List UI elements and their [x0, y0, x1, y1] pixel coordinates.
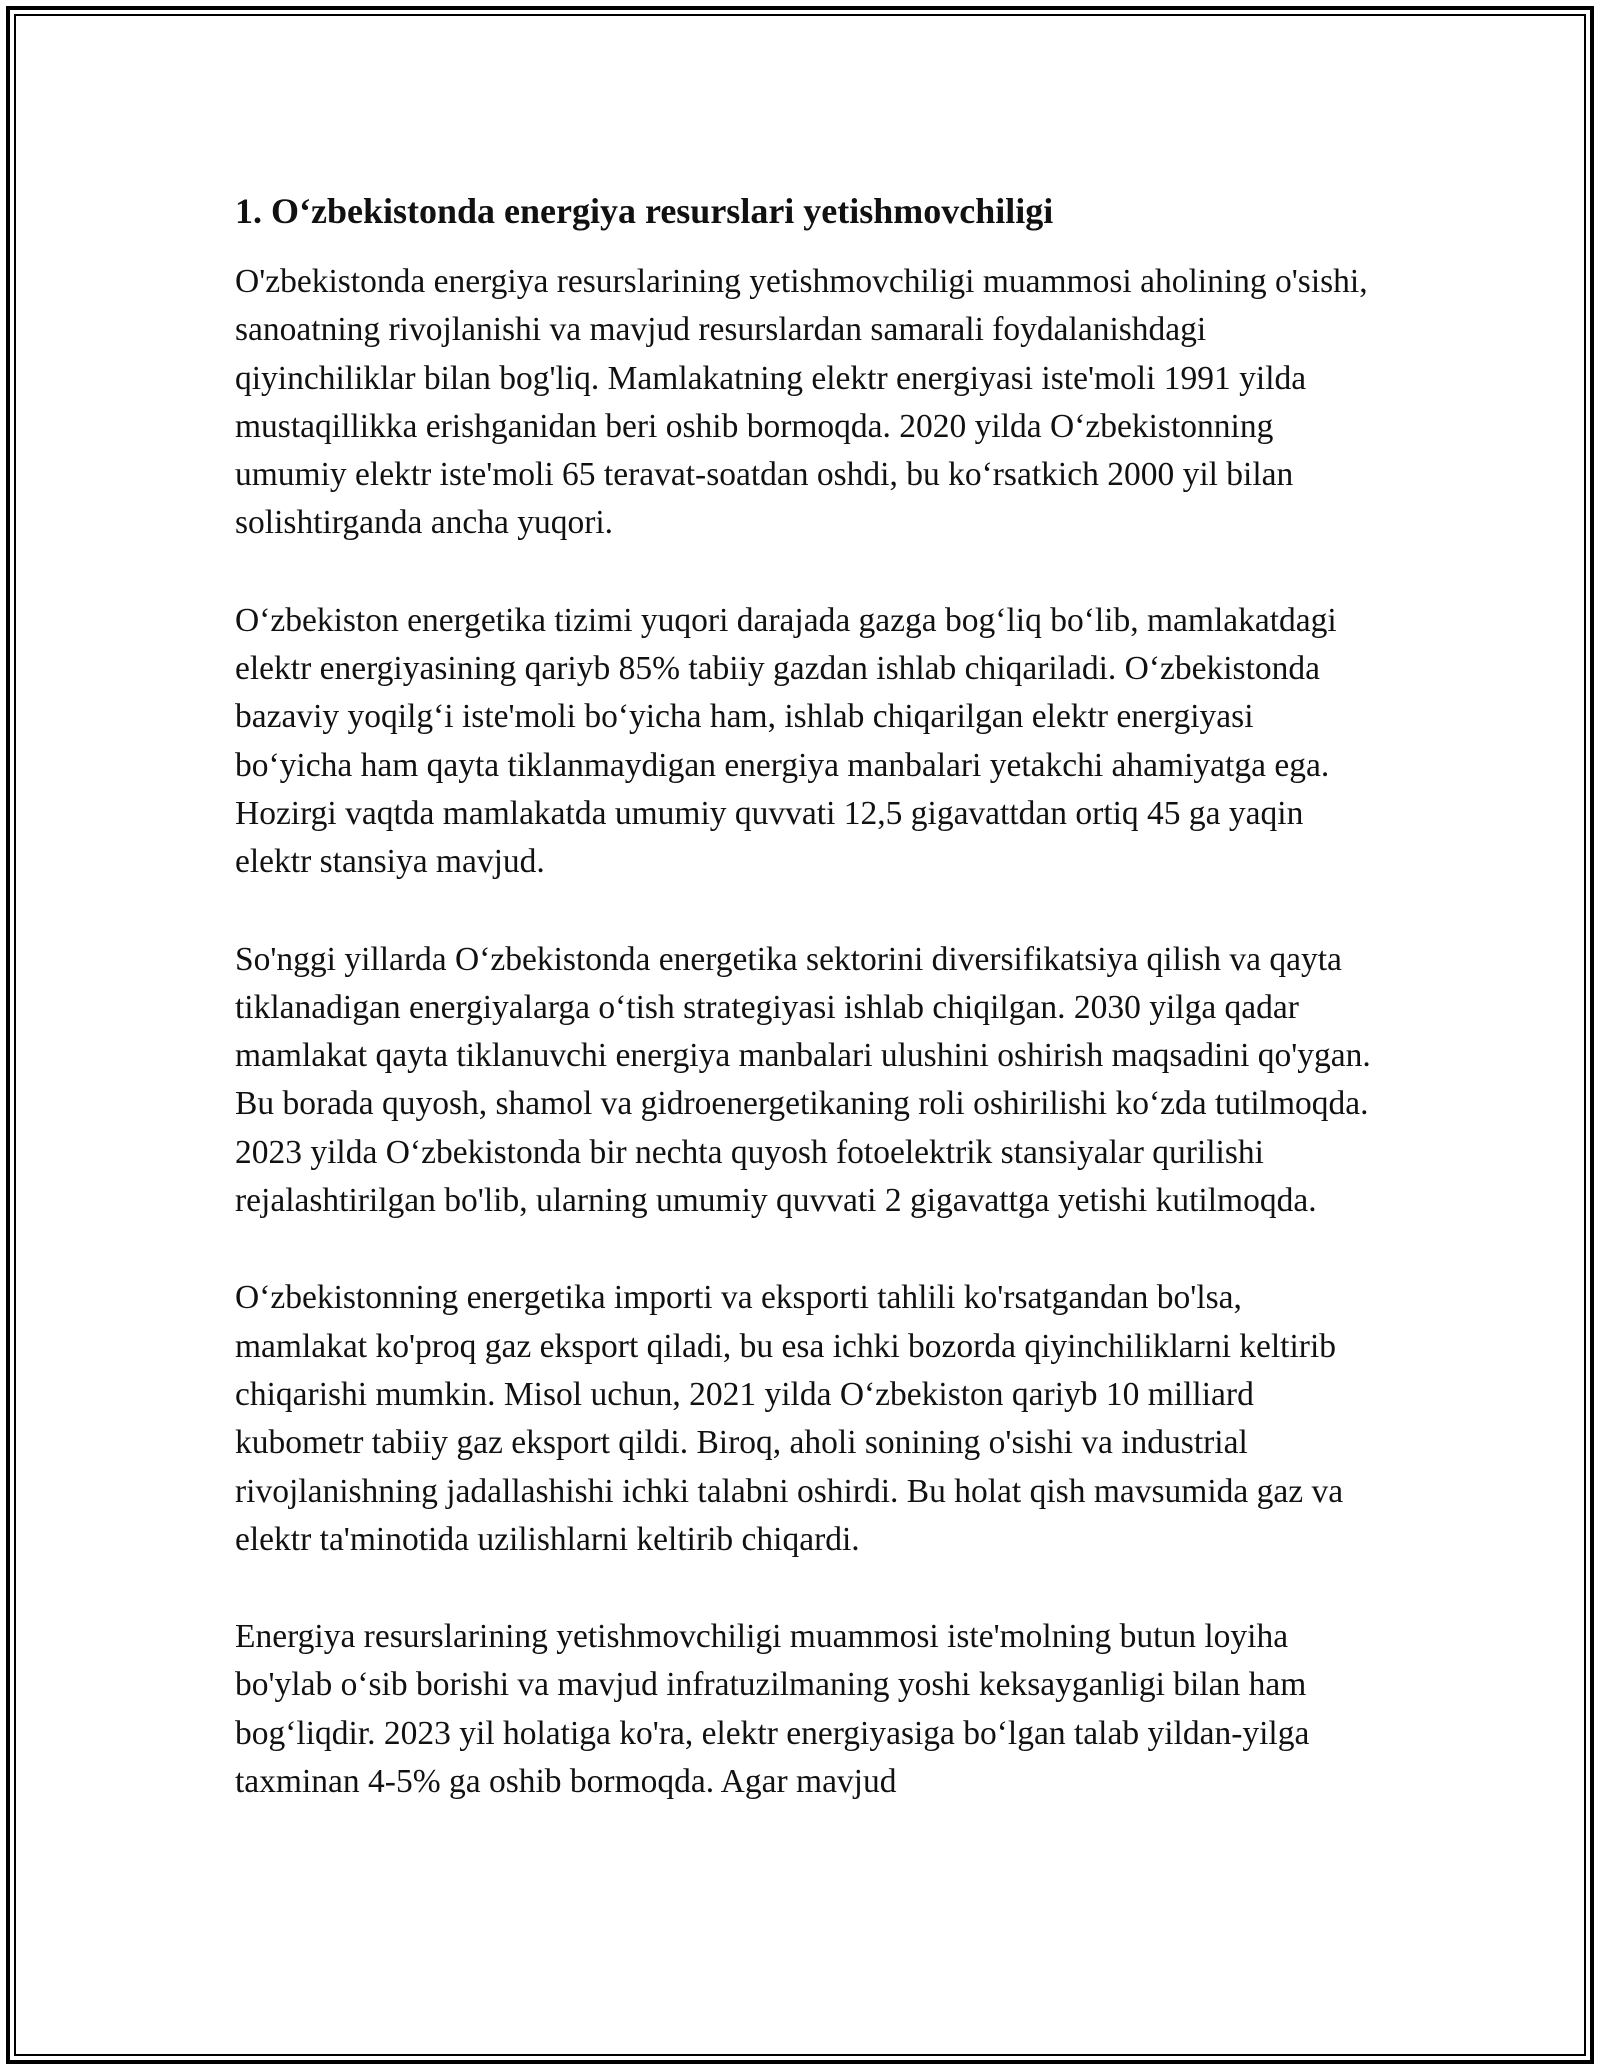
paragraph-4: O‘zbekistonning energetika importi va eksporti tahlili ko'rsatgandan bo'lsa, mamlakat ko'proq gaz eksport qiladi, bu esa ichki bozorda qiyinchiliklarni keltirib chiqarishi mumkin. Misol uchun, 2021 yilda O‘zbekiston qariyb 10 milliard kubometr tabiiy gaz eksport qildi. Biroq, aholi sonining o'sishi va industrial rivojlanishning jadallashishi ichki talabni oshirdi. Bu holat qish mavsumida gaz va elektr ta'minotida uzilishlarni keltirib chiqardi.	[235, 1279, 1344, 1558]
section-heading: 1. O‘zbekistonda energiya resurslari yetishmovchiligi	[235, 191, 1054, 231]
document-body	[235, 186, 1375, 1855]
paragraph-2: O‘zbekiston energetika tizimi yuqori darajada gazga bog‘liq bo‘lib, mamlakatdagi elektr energiyasining qariyb 85% tabiiy gazdan ishlab chiqariladi. O‘zbekistonda bazaviy yoqilg‘i iste'moli bo‘yicha ham, ishlab chiqarilgan elektr energiyasi bo‘yicha ham qayta tiklanmaydigan energiya manbalari yetakchi ahamiyatga ega. Hozirgi vaqtda mamlakatda umumiy quvvati 12,5 gigavattdan ortiq 45 ga yaqin elektr stansiya mavjud.	[235, 601, 1337, 881]
paragraph-1: O'zbekistonda energiya resurslarining yetishmovchiligi muammosi aholining o'sishi, sanoatning rivojlanishi va mavjud resurslardan samarali foydalanishdagi qiyinchiliklar bilan bog'liq. Mamlakatning elektr energiyasi iste'moli 1991 yilda mustaqillikka erishganidan beri oshib bormoqda. 2020 yilda O‘zbekistonning umumiy elektr iste'moli 65 teravat-soatdan oshdi, bu ko‘rsatkich 2000 yil bilan solishtirganda ancha yuqori.	[235, 263, 1368, 542]
paragraph-3: So'nggi yillarda O‘zbekistonda energetika sektorini diversifikatsiya qilish va qayta tiklanadigan energiyalarga o‘tish strategiyasi ishlab chiqilgan. 2030 yilga qadar mamlakat qayta tiklanuvchi energiya manbalari ulushini oshirish maqsadini qo'ygan. Bu borada quyosh, shamol va gidroenergetikaning roli oshirilishi ko‘zda tutilmoqda. 2023 yilda O‘zbekistonda bir nechta quyosh fotoelektrik stansiyalar qurilishi rejalashtirilgan bo'lib, ularning umumiy quvvati 2 gigavattga yetishi kutilmoqda.	[235, 940, 1371, 1220]
paragraph-5: Energiya resurslarining yetishmovchiligi muammosi iste'molning butun loyiha bo'ylab o‘sib borishi va mavjud infratuzilmaning yoshi keksayganligi bilan ham bog‘liqdir. 2023 yil holatiga ko'ra, elektr energiyasiga bo‘lgan talab yildan-yilga taxminan 4-5% ga oshib bormoqda. Agar mavjud	[235, 1618, 1310, 1801]
